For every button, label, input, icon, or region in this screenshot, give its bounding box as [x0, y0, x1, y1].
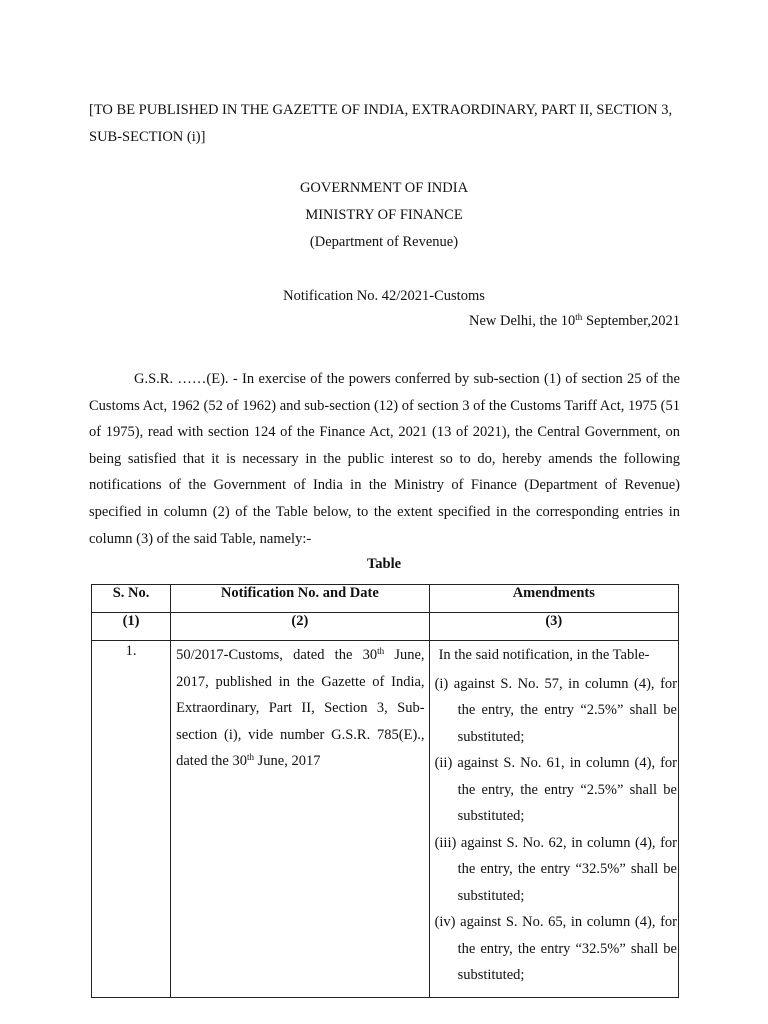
amendment-text: against S. No. 61, in column (4), for the entry, the entry “2.5%” shall be substituted;: [457, 755, 678, 824]
gazette-heading: [TO BE PUBLISHED IN THE GAZETTE OF INDIA, EXTRAORDINARY, PART II, SECTION 3, SUB-SECTION (i)]: [89, 102, 673, 145]
date-superscript: th: [575, 312, 583, 322]
column-number-2: (2): [171, 613, 429, 641]
column-number-3: (3): [429, 613, 678, 641]
amendment-text: against S. No. 57, in column (4), for the entry, the entry “2.5%” shall be substituted;: [453, 675, 677, 745]
notification-text-2: June, 2017, published in the Gazette of India, Extraordinary, Part II, Section 3, Sub-section (i), vide number G.S.R. 785(E)., dated the 30: [176, 647, 425, 769]
header-notification: Notification No. and Date: [171, 585, 429, 613]
amendment-item-ii: [435, 750, 677, 830]
date-prefix: New Delhi, the 10: [468, 313, 576, 329]
column-number-1: (1): [92, 613, 171, 641]
row-sno: 1.: [92, 641, 171, 998]
header-sno: S. No.: [92, 585, 171, 613]
header-amendments: Amendments: [429, 585, 678, 613]
notification-number: Notification No. 42/2021-Customs: [283, 288, 485, 304]
notification-sup-1: th: [377, 646, 385, 656]
amendment-num: (ii): [434, 755, 453, 771]
preamble-paragraph: G.S.R. ……(E). - In exercise of the powers conferred by sub-section (1) of section 25 of the Customs Act, 1962 (52 of 1962) and sub-section (12) of section 3 of the Customs Tariff Act, 1975 (51 of 1975), read with section 124 of the Finance Act, 2021 (13 of 2021), the Central Government, on being satisfied that it is necessary in the public interest so to do, hereby amends the following notifications of the Government of India in the Ministry of Finance (Department of Revenue) specified in column (2) of the Table below, to the extent specified in the corresponding entries in column (3) of the said Table, namely:-: [89, 371, 680, 547]
amendment-intro: In the said notification, in the Table-: [438, 647, 650, 663]
row-amendments: [429, 641, 678, 998]
ministry-title: MINISTRY OF FINANCE: [305, 207, 463, 223]
notification-text-1: 50/2017-Customs, dated the 30: [176, 647, 378, 663]
amendment-num: (iii): [434, 834, 457, 851]
row-notification: [171, 641, 429, 998]
notification-text-3: June, 2017: [254, 753, 321, 769]
table-row: [92, 641, 679, 998]
amendment-num: (iv): [434, 914, 456, 930]
notification-date: [469, 313, 680, 330]
amendment-text: against S. No. 62, in column (4), for the entry, the entry “32.5%” shall be substituted;: [457, 834, 677, 904]
amendment-item-i: [435, 671, 677, 751]
date-suffix: September,2021: [582, 313, 680, 329]
notification-sup-2: th: [247, 752, 255, 762]
table-title: Table: [366, 556, 402, 572]
table-column-number-row: [92, 613, 679, 641]
department-title: (Department of Revenue): [309, 234, 459, 250]
amendment-text: against S. No. 65, in column (4), for the entry, the entry “32.5%” shall be substituted;: [457, 914, 677, 983]
amendments-table: [91, 584, 679, 998]
amendment-num: (i): [434, 675, 449, 692]
table-header-row: [92, 585, 679, 613]
government-title: GOVERNMENT OF INDIA: [299, 180, 469, 196]
amendment-item-iii: [435, 830, 677, 910]
amendment-item-iv: [435, 909, 677, 989]
